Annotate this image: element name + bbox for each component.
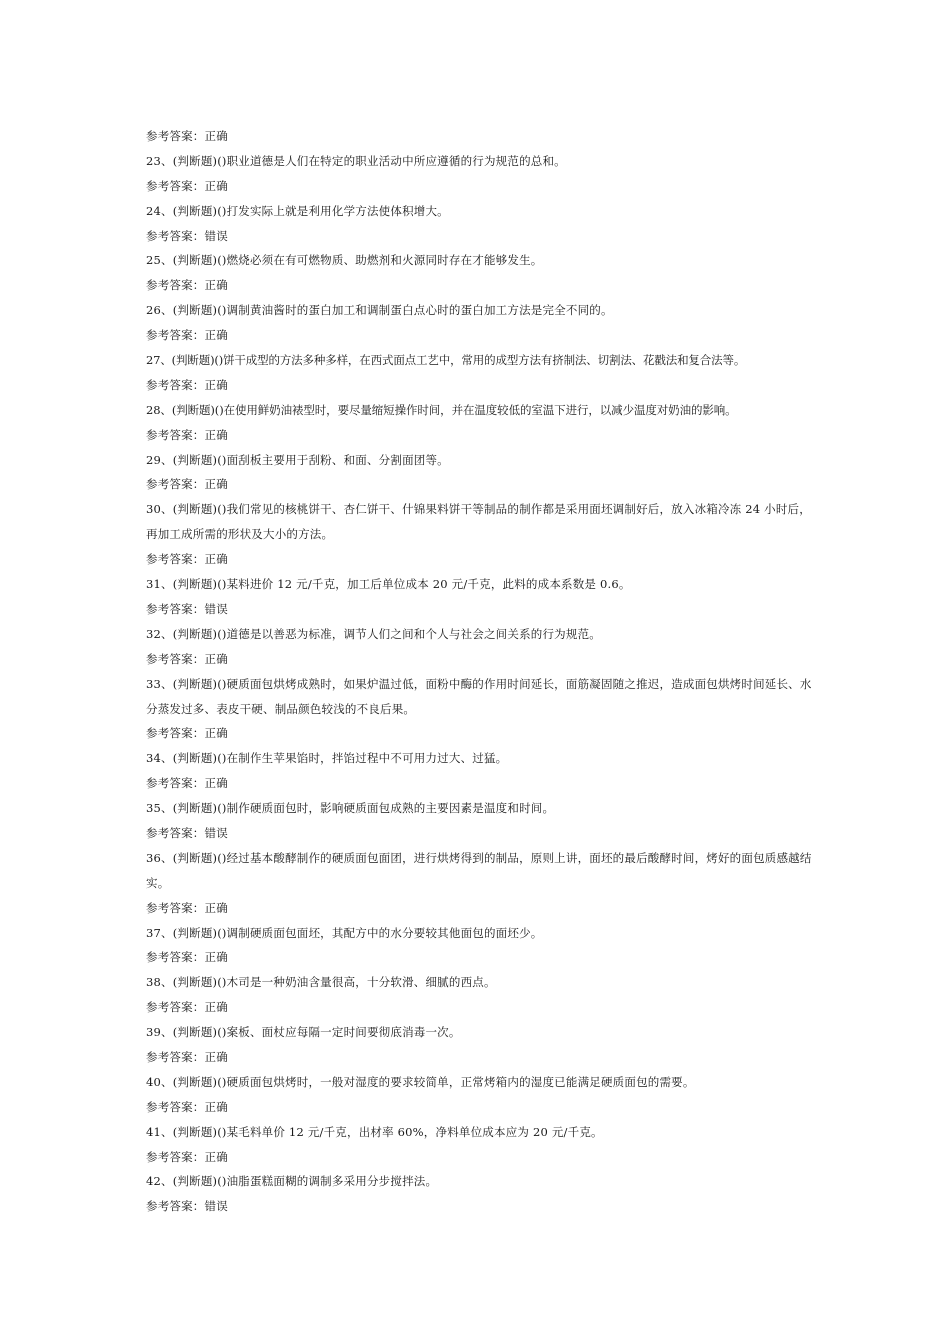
answer-label: 参考答案： <box>146 900 205 915</box>
answer-label: 参考答案： <box>146 552 205 567</box>
question-text: 27、(判断题)()饼干成型的方法多种多样，在西式面点工艺中，常用的成型方法有挤制法、切割法、花戳法和复合法等。 <box>146 353 746 368</box>
answer-line <box>146 174 812 199</box>
answer-label: 参考答案： <box>146 726 205 741</box>
answer-label: 参考答案： <box>146 427 205 442</box>
question-text: 29、(判断题)()面刮板主要用于刮粉、和面、分割面团等。 <box>146 452 449 467</box>
answer-label: 参考答案： <box>146 1000 205 1015</box>
question-text: 40、(判断题)()硬质面包烘烤时，一般对湿度的要求较简单，正常烤箱内的湿度已能满足硬质面包的需要。 <box>146 1074 695 1089</box>
answer-line <box>146 647 812 672</box>
answer-line <box>146 547 812 572</box>
answer-line <box>146 995 812 1020</box>
answer-label: 参考答案： <box>146 825 205 840</box>
question-text: 36、(判断题)()经过基本酸酵制作的硬质面包面团，进行烘烤得到的制品，原则上讲，面坯的最后酸酵时间，烤好的面包质感越结实。 <box>146 850 812 890</box>
answer-line <box>146 373 812 398</box>
answer-line <box>146 273 812 298</box>
answer-line <box>146 1145 812 1170</box>
question-text: 34、(判断题)()在制作生苹果馅时，拌馅过程中不可用力过大、过猛。 <box>146 751 508 766</box>
answer-label: 参考答案： <box>146 1199 205 1214</box>
question-text: 26、(判断题)()调制黄油酱时的蛋白加工和调制蛋白点心时的蛋白加工方法是完全不同的。 <box>146 303 613 318</box>
answer-label: 参考答案： <box>146 129 205 143</box>
question-text: 38、(判断题)()木司是一种奶油含量很高，十分软滑、细腻的西点。 <box>146 975 496 990</box>
answer-label: 参考答案： <box>146 1149 205 1164</box>
question-text: 30、(判断题)()我们常见的核桃饼干、杏仁饼干、什锦果料饼干等制品的制作都是采用面坯调制好后，放入冰箱冷冻 24 小时后，再加工成所需的形状及大小的方法。 <box>146 502 811 542</box>
question-text: 24、(判断题)()打发实际上就是利用化学方法使体积增大。 <box>146 203 449 218</box>
answer-value: 正确 <box>204 1050 228 1064</box>
question-text: 31、(判断题)()某料进价 12 元/千克，加工后单位成本 20 元/千克，此料的成本系数是 0.6。 <box>146 577 631 592</box>
question-text: 39、(判断题)()案板、面杖应每隔一定时间要彻底消毒一次。 <box>146 1025 461 1040</box>
answer-line <box>146 821 812 846</box>
first-answer-line <box>146 124 812 149</box>
answer-value: 正确 <box>204 1000 228 1015</box>
question-text: 32、(判断题)()道德是以善恶为标准，调节人们之间和个人与社会之间关系的行为规范。 <box>146 626 601 641</box>
answer-line <box>146 423 812 448</box>
answer-value: 错误 <box>204 825 228 840</box>
answer-value: 正确 <box>204 328 228 343</box>
answer-line <box>146 472 812 497</box>
answer-label: 参考答案： <box>146 477 205 492</box>
answer-label: 参考答案： <box>146 651 205 666</box>
question-text: 23、(判断题)()职业道德是人们在特定的职业活动中所应遵循的行为规范的总和。 <box>146 153 566 168</box>
answer-label: 参考答案： <box>146 278 205 293</box>
question-text: 41、(判断题)()某毛料单价 12 元/千克，出材率 60%，净料单位成本应为 20 元/千克。 <box>146 1124 603 1139</box>
question-text: 28、(判断题)()在使用鲜奶油裱型时，要尽量缩短操作时间，并在温度较低的室温下进行，以减少温度对奶油的影响。 <box>146 402 737 417</box>
question-text: 42、(判断题)()油脂蛋糕面糊的调制多采用分步搅拌法。 <box>146 1174 438 1189</box>
answer-value: 正确 <box>204 552 228 567</box>
answer-value: 正确 <box>204 1149 228 1164</box>
answer-value: 正确 <box>204 377 228 392</box>
answer-label: 参考答案： <box>146 178 205 193</box>
answer-line <box>146 597 812 622</box>
answer-value: 错误 <box>204 601 228 616</box>
answer-value: 正确 <box>204 178 228 193</box>
answer-line <box>146 1045 812 1070</box>
answer-label: 参考答案： <box>146 776 205 791</box>
answer-value: 正确 <box>204 776 228 791</box>
answer-value: 正确 <box>204 129 228 143</box>
answer-line <box>146 1194 812 1219</box>
question-text: 25、(判断题)()燃烧必须在有可燃物质、助燃剂和火源同时存在才能够发生。 <box>146 253 543 268</box>
answer-value: 正确 <box>204 477 228 492</box>
question-text: 35、(判断题)()制作硬质面包时，影响硬质面包成熟的主要因素是温度和时间。 <box>146 801 555 816</box>
question-text: 33、(判断题)()硬质面包烘烤成熟时，如果炉温过低，面粉中酶的作用时间延长，面筋凝固随之推迟，造成面包烘烤时间延长、水分蒸发过多、表皮干硬、制品颜色较浅的不良后果。 <box>146 676 812 716</box>
answer-label: 参考答案： <box>146 1050 205 1064</box>
answer-label: 参考答案： <box>146 377 205 392</box>
answer-value: 错误 <box>204 228 228 243</box>
answer-value: 正确 <box>204 1099 228 1114</box>
answer-value: 错误 <box>204 1199 228 1214</box>
answer-value: 正确 <box>204 651 228 666</box>
question-list <box>146 124 812 1219</box>
answer-value: 正确 <box>204 726 228 741</box>
answer-line <box>146 224 812 249</box>
answer-value: 正确 <box>204 900 228 915</box>
answer-line <box>146 721 812 746</box>
answer-line <box>146 945 812 970</box>
answer-label: 参考答案： <box>146 328 205 343</box>
answer-value: 正确 <box>204 427 228 442</box>
question-text: 37、(判断题)()调制硬质面包面坯，其配方中的水分要较其他面包的面坯少。 <box>146 925 543 940</box>
answer-label: 参考答案： <box>146 601 205 616</box>
answer-line <box>146 896 812 921</box>
answer-value: 正确 <box>204 278 228 293</box>
answer-line <box>146 771 812 796</box>
answer-label: 参考答案： <box>146 228 205 243</box>
answer-line <box>146 1095 812 1120</box>
answer-label: 参考答案： <box>146 1099 205 1114</box>
answer-line <box>146 323 812 348</box>
answer-value: 正确 <box>204 950 228 965</box>
answer-label: 参考答案： <box>146 950 205 965</box>
